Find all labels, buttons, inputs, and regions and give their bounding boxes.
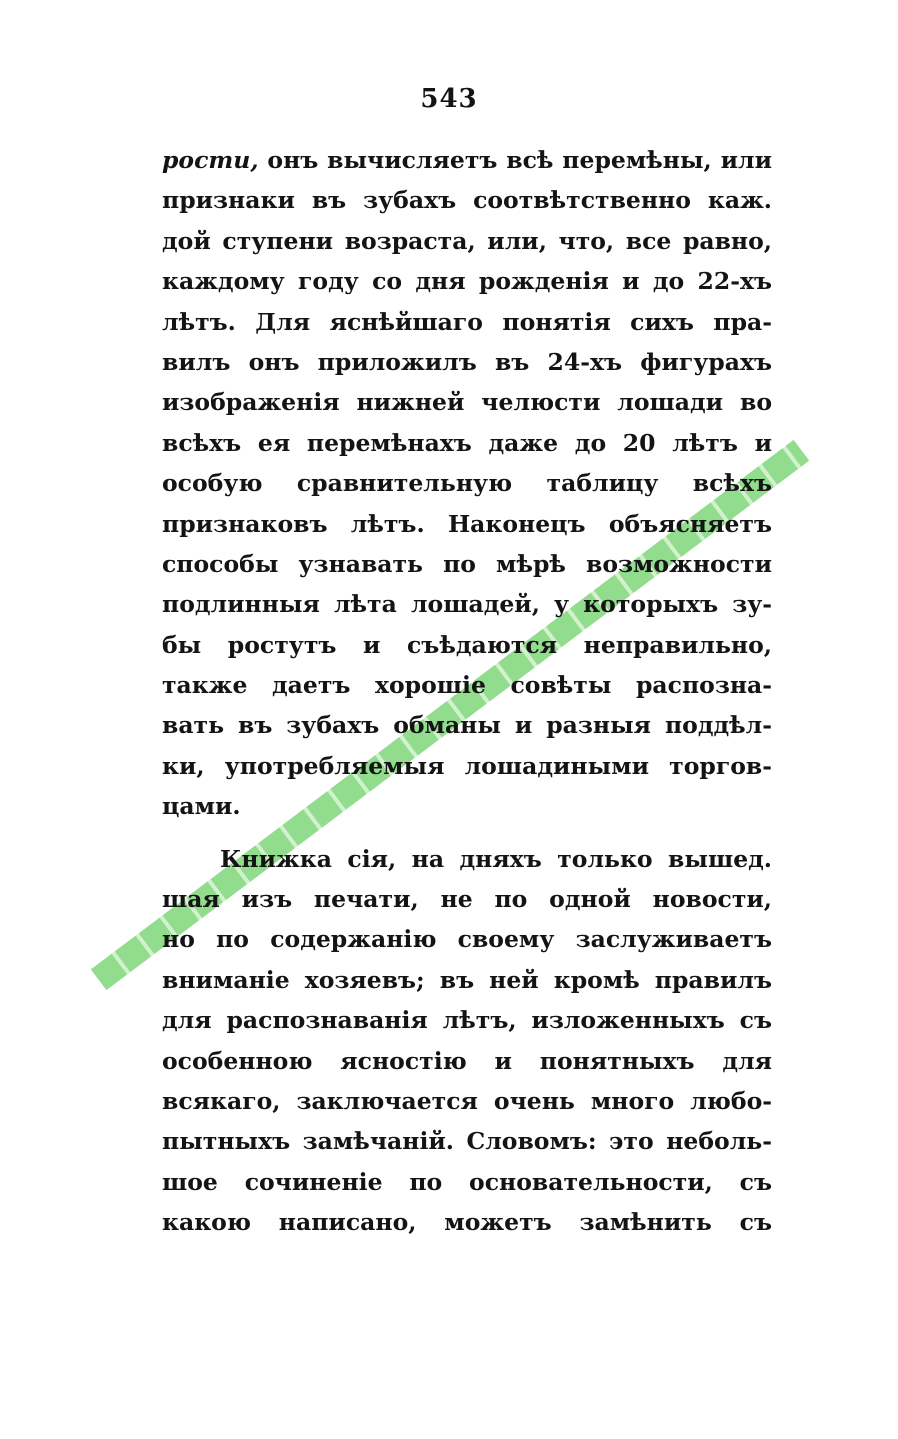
text-line: каждому году со дня рожденія и до 22-хъ — [162, 267, 772, 296]
text-line: всѣхъ ея перемѣнахъ даже до 20 лѣтъ и — [162, 428, 772, 457]
text-line: признаковъ лѣтъ. Наконецъ объясняетъ — [162, 509, 772, 538]
text-line: какою написано, можетъ замѣнить съ — [162, 1208, 772, 1237]
text-line — [162, 140, 772, 180]
text-line: пытныхъ замѣчаній. Словомъ: это неболь- — [162, 1127, 772, 1156]
text-line: ки, употребляемыя лошадиными торгов- — [162, 751, 772, 780]
text-line: Книжка сія, на дняхъ только вышед. — [220, 844, 772, 873]
body-text — [162, 140, 772, 1243]
text-line: цами. — [162, 792, 241, 821]
text-line: изображенія нижней челюсти лошади во — [162, 388, 772, 417]
text-line: подлинныя лѣта лошадей, у которыхъ зу- — [162, 590, 772, 619]
text-line: но по содержанію своему заслуживаетъ — [162, 925, 772, 954]
text-line: для распознаванія лѣтъ, изложенныхъ съ — [162, 1006, 772, 1035]
paragraph-gap — [162, 827, 772, 839]
text-line: бы ростутъ и съѣдаются неправильно, — [162, 630, 772, 659]
text-line: лѣтъ. Для яснѣйшаго понятія сихъ пра- — [162, 307, 772, 336]
text-line: дой ступени возраста, или, что, все равно, — [162, 226, 772, 255]
page-number: 543 — [420, 84, 478, 114]
text-line: шая изъ печати, не по одной новости, — [162, 885, 772, 914]
text-fragment: онъ вычисляетъ всѣ перемѣны, или — [258, 146, 772, 174]
text-line: особенною ясностію и понятныхъ для — [162, 1046, 772, 1075]
text-line: вилъ онъ приложилъ въ 24-хъ фигурахъ — [162, 347, 772, 376]
text-line: вать въ зубахъ обманы и разныя поддѣл- — [162, 711, 772, 740]
text-line: способы узнавать по мѣрѣ возможности — [162, 549, 772, 578]
text-line: также даетъ хорошіе совѣты распозна- — [162, 671, 772, 700]
lead-word: рости, — [162, 146, 259, 174]
text-line: признаки въ зубахъ соотвѣтственно каж. — [162, 186, 772, 215]
text-line: шое сочиненіе по основательности, съ — [162, 1167, 772, 1196]
text-line: вниманіе хозяевъ; въ ней кромѣ правилъ — [162, 965, 772, 994]
text-line: всякаго, заключается очень много любо- — [162, 1086, 772, 1115]
text-line: особую сравнительную таблицу всѣхъ — [162, 469, 772, 498]
